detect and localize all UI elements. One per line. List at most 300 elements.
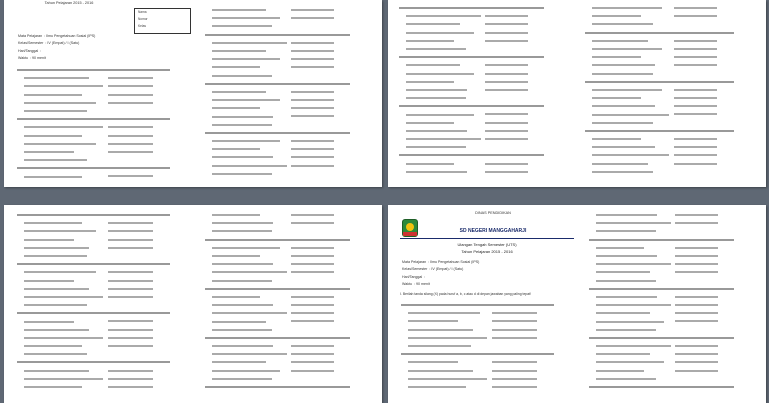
question-line	[204, 162, 374, 170]
text-placeholder	[291, 214, 334, 216]
question-line	[588, 334, 758, 342]
question-column	[204, 6, 374, 178]
text-placeholder	[675, 296, 718, 298]
text-placeholder	[408, 361, 458, 363]
text-placeholder	[291, 165, 334, 167]
text-placeholder	[24, 85, 103, 87]
text-placeholder	[291, 115, 334, 117]
question-line	[588, 252, 758, 260]
text-placeholder	[212, 263, 273, 265]
question-line	[400, 334, 580, 342]
question-line	[588, 260, 758, 268]
question-line	[16, 342, 196, 350]
question-line	[584, 78, 759, 86]
exam-title: Ulangan Tengah Semester (UTS)	[457, 242, 517, 247]
text-placeholder	[596, 247, 644, 249]
text-placeholder	[17, 69, 170, 71]
text-placeholder	[24, 296, 103, 298]
question-line	[400, 309, 580, 317]
question-line	[584, 127, 759, 135]
text-placeholder	[406, 114, 474, 116]
text-placeholder	[212, 222, 273, 224]
question-line	[204, 145, 374, 153]
text-placeholder	[406, 40, 454, 42]
question-line	[588, 309, 758, 317]
text-placeholder	[675, 247, 718, 249]
text-placeholder	[485, 113, 528, 115]
text-placeholder	[674, 105, 718, 107]
question-line	[16, 91, 196, 99]
text-placeholder	[17, 118, 170, 120]
text-placeholder	[592, 15, 641, 17]
question-line	[584, 160, 759, 168]
question-line	[588, 219, 758, 227]
text-placeholder	[17, 167, 170, 169]
text-placeholder	[291, 271, 334, 273]
text-placeholder	[485, 15, 528, 17]
agency-name: DINAS PENDIDIKAN	[475, 211, 511, 215]
text-placeholder	[291, 255, 334, 257]
question-line	[16, 227, 196, 235]
text-placeholder	[675, 271, 718, 273]
text-placeholder	[408, 386, 466, 388]
text-placeholder	[592, 40, 648, 42]
text-placeholder	[24, 135, 82, 137]
text-placeholder	[108, 329, 153, 331]
question-line	[398, 29, 568, 37]
text-placeholder	[291, 66, 334, 68]
text-placeholder	[485, 130, 528, 132]
page-2	[388, 0, 766, 187]
question-line	[398, 45, 568, 53]
question-line	[204, 342, 374, 350]
question-line	[588, 317, 758, 325]
text-placeholder	[212, 99, 280, 101]
text-placeholder	[596, 329, 656, 331]
text-placeholder	[592, 163, 648, 165]
text-placeholder	[675, 320, 718, 322]
instruction: I. Berilah tanda silang (X) pada huruf a, b, c atau d di depan jawaban yang paling tepat!	[400, 292, 532, 296]
question-line	[398, 135, 568, 143]
question-line	[204, 252, 374, 260]
question-line	[16, 277, 196, 285]
question-line	[584, 4, 759, 12]
text-placeholder	[592, 105, 655, 107]
text-placeholder	[585, 130, 734, 132]
text-placeholder	[108, 135, 153, 137]
text-placeholder	[108, 222, 153, 224]
text-placeholder	[589, 288, 734, 290]
text-placeholder	[108, 151, 153, 153]
text-placeholder	[485, 138, 528, 140]
meta-block: Mata Pelajaran : Ilmu Pengetahuan Sosial (IPS) Kelas/Semester : IV (Empat) / I (Satu) Hari/Tanggal : Waktu : 90 menit	[402, 260, 480, 287]
text-placeholder	[291, 50, 334, 52]
question-line	[204, 47, 374, 55]
question-column	[588, 211, 758, 391]
question-line	[584, 151, 759, 159]
text-placeholder	[108, 102, 153, 104]
question-line	[16, 132, 196, 140]
text-placeholder	[212, 312, 287, 314]
question-line	[204, 277, 374, 285]
text-placeholder	[406, 23, 460, 25]
text-placeholder	[212, 345, 273, 347]
text-placeholder	[212, 140, 280, 142]
text-placeholder	[592, 64, 655, 66]
text-placeholder	[24, 176, 82, 178]
text-placeholder	[212, 304, 273, 306]
text-placeholder	[291, 222, 334, 224]
question-line	[588, 285, 758, 293]
question-line	[398, 4, 568, 12]
question-line	[204, 63, 374, 71]
text-placeholder	[212, 25, 272, 27]
text-placeholder	[291, 140, 334, 142]
text-placeholder	[24, 247, 89, 249]
text-placeholder	[674, 97, 718, 99]
question-line	[584, 61, 759, 69]
name-label: Nama	[138, 10, 147, 14]
text-placeholder	[406, 81, 454, 83]
text-placeholder	[24, 110, 87, 112]
question-line	[204, 104, 374, 112]
text-placeholder	[108, 85, 153, 87]
text-placeholder	[674, 48, 718, 50]
text-placeholder	[485, 32, 528, 34]
question-line	[204, 170, 374, 178]
question-line	[204, 285, 374, 293]
text-placeholder	[408, 370, 473, 372]
text-placeholder	[108, 378, 153, 380]
text-placeholder	[589, 386, 734, 388]
question-line	[584, 12, 759, 20]
question-line	[204, 334, 374, 342]
question-line	[588, 367, 758, 375]
question-line	[584, 45, 759, 53]
question-line	[16, 115, 196, 123]
question-line	[204, 309, 374, 317]
text-placeholder	[212, 66, 260, 68]
question-line	[398, 86, 568, 94]
text-placeholder	[675, 353, 718, 355]
question-line	[16, 268, 196, 276]
text-placeholder	[674, 15, 718, 17]
question-line	[16, 334, 196, 342]
text-placeholder	[485, 163, 528, 165]
text-placeholder	[17, 263, 170, 265]
text-placeholder	[675, 345, 718, 347]
question-line	[204, 211, 374, 219]
text-placeholder	[399, 56, 544, 58]
text-placeholder	[674, 138, 718, 140]
text-placeholder	[212, 156, 273, 158]
question-line	[400, 350, 580, 358]
question-line	[204, 153, 374, 161]
text-placeholder	[108, 370, 153, 372]
question-column	[204, 211, 374, 391]
text-placeholder	[406, 73, 474, 75]
text-placeholder	[291, 107, 334, 109]
text-placeholder	[291, 9, 334, 11]
text-placeholder	[24, 143, 96, 145]
exam-school-year: Tahun Pelajaran 2015 - 2016	[461, 249, 513, 254]
text-placeholder	[674, 89, 718, 91]
text-placeholder	[205, 239, 350, 241]
question-line	[398, 168, 568, 176]
text-placeholder	[205, 386, 350, 388]
question-line	[400, 326, 580, 334]
text-placeholder	[674, 113, 718, 115]
question-column	[398, 4, 568, 176]
question-line	[16, 375, 196, 383]
text-placeholder	[399, 105, 544, 107]
text-placeholder	[589, 239, 734, 241]
text-placeholder	[596, 255, 657, 257]
question-line	[204, 129, 374, 137]
text-placeholder	[291, 361, 334, 363]
text-placeholder	[212, 148, 260, 150]
text-placeholder	[212, 280, 272, 282]
question-line	[400, 375, 580, 383]
text-placeholder	[485, 89, 528, 91]
question-line	[588, 301, 758, 309]
text-placeholder	[291, 17, 334, 19]
question-line	[204, 112, 374, 120]
text-placeholder	[212, 107, 260, 109]
question-line	[16, 156, 196, 164]
page-4	[388, 205, 766, 403]
text-placeholder	[212, 58, 280, 60]
text-placeholder	[492, 320, 537, 322]
question-line	[398, 53, 568, 61]
question-line	[204, 137, 374, 145]
text-placeholder	[24, 102, 96, 104]
text-placeholder	[291, 353, 334, 355]
question-line	[204, 375, 374, 383]
text-placeholder	[592, 171, 653, 173]
meta-block: Mata Pelajaran : Ilmu Pengetahuan Sosial (IPS) Kelas/Semester : IV (Empat) / I (Satu) Hari/Tanggal : Waktu : 90 menit	[18, 34, 96, 61]
question-line	[204, 88, 374, 96]
text-placeholder	[406, 89, 467, 91]
text-placeholder	[596, 230, 656, 232]
question-column	[400, 301, 580, 391]
text-placeholder	[492, 378, 537, 380]
question-line	[16, 164, 196, 172]
question-line	[584, 135, 759, 143]
question-line	[400, 383, 580, 391]
text-placeholder	[485, 171, 528, 173]
number-label: Nomor	[138, 17, 148, 21]
text-placeholder	[291, 148, 334, 150]
question-line	[398, 70, 568, 78]
class-label: Kelas	[138, 24, 146, 28]
header-divider	[400, 238, 574, 239]
question-line	[588, 293, 758, 301]
text-placeholder	[212, 165, 287, 167]
question-line	[16, 107, 196, 115]
question-line	[204, 121, 374, 129]
question-line	[398, 151, 568, 159]
text-placeholder	[212, 124, 272, 126]
question-line	[398, 127, 568, 135]
text-placeholder	[485, 81, 528, 83]
question-line	[204, 22, 374, 30]
question-line	[398, 37, 568, 45]
text-placeholder	[212, 42, 287, 44]
text-placeholder	[596, 222, 671, 224]
text-placeholder	[24, 288, 89, 290]
text-placeholder	[108, 175, 153, 177]
text-placeholder	[212, 116, 273, 118]
text-placeholder	[24, 222, 82, 224]
text-placeholder	[24, 280, 74, 282]
text-placeholder	[212, 271, 287, 273]
text-placeholder	[108, 143, 153, 145]
question-line	[204, 244, 374, 252]
question-line	[16, 82, 196, 90]
text-placeholder	[406, 163, 454, 165]
text-placeholder	[596, 271, 650, 273]
text-placeholder	[291, 99, 334, 101]
text-placeholder	[212, 173, 272, 175]
text-placeholder	[291, 42, 334, 44]
text-placeholder	[108, 239, 153, 241]
question-line	[588, 244, 758, 252]
question-line	[584, 20, 759, 28]
text-placeholder	[205, 132, 350, 134]
student-id-box	[134, 8, 191, 34]
text-placeholder	[291, 91, 334, 93]
text-placeholder	[406, 48, 466, 50]
text-placeholder	[596, 378, 656, 380]
question-line	[16, 367, 196, 375]
text-placeholder	[291, 370, 334, 372]
text-placeholder	[585, 32, 734, 34]
text-placeholder	[675, 263, 718, 265]
text-placeholder	[212, 321, 266, 323]
text-placeholder	[212, 75, 272, 77]
question-line	[16, 309, 196, 317]
question-line	[16, 285, 196, 293]
text-placeholder	[108, 320, 153, 322]
text-placeholder	[408, 345, 471, 347]
text-placeholder	[674, 163, 718, 165]
text-placeholder	[408, 329, 473, 331]
question-line	[16, 260, 196, 268]
text-placeholder	[408, 320, 458, 322]
text-placeholder	[291, 58, 334, 60]
text-placeholder	[492, 361, 537, 363]
text-placeholder	[592, 154, 669, 156]
text-placeholder	[596, 361, 664, 363]
text-placeholder	[592, 138, 641, 140]
text-placeholder	[492, 312, 537, 314]
text-placeholder	[485, 73, 528, 75]
text-placeholder	[24, 370, 89, 372]
question-line	[400, 367, 580, 375]
question-line	[398, 160, 568, 168]
question-line	[16, 350, 196, 358]
text-placeholder	[108, 386, 153, 388]
text-placeholder	[212, 91, 266, 93]
text-placeholder	[406, 97, 466, 99]
question-line	[588, 326, 758, 334]
question-line	[588, 236, 758, 244]
text-placeholder	[108, 271, 153, 273]
question-line	[204, 358, 374, 366]
question-line	[16, 383, 196, 391]
text-placeholder	[24, 304, 87, 306]
text-placeholder	[485, 23, 528, 25]
text-placeholder	[108, 94, 153, 96]
text-placeholder	[212, 214, 260, 216]
text-placeholder	[291, 247, 334, 249]
text-placeholder	[24, 159, 87, 161]
text-placeholder	[674, 40, 718, 42]
text-placeholder	[485, 122, 528, 124]
text-placeholder	[212, 296, 260, 298]
text-placeholder	[212, 50, 266, 52]
question-line	[16, 219, 196, 227]
text-placeholder	[24, 230, 96, 232]
text-placeholder	[675, 214, 718, 216]
text-placeholder	[24, 386, 82, 388]
question-column	[584, 4, 759, 176]
question-line	[398, 110, 568, 118]
question-column	[16, 211, 196, 391]
question-line	[588, 277, 758, 285]
text-placeholder	[492, 329, 537, 331]
text-placeholder	[408, 337, 487, 339]
text-placeholder	[24, 378, 103, 380]
text-placeholder	[24, 353, 87, 355]
text-placeholder	[291, 304, 334, 306]
question-line	[204, 350, 374, 358]
text-placeholder	[596, 321, 664, 323]
text-placeholder	[399, 7, 544, 9]
question-line	[584, 143, 759, 151]
text-placeholder	[596, 312, 650, 314]
question-line	[588, 342, 758, 350]
question-line	[16, 66, 196, 74]
text-placeholder	[212, 361, 266, 363]
text-placeholder	[592, 114, 669, 116]
text-placeholder	[291, 156, 334, 158]
text-placeholder	[108, 126, 153, 128]
question-line	[204, 227, 374, 235]
text-placeholder	[212, 255, 260, 257]
question-line	[588, 350, 758, 358]
text-placeholder	[585, 81, 734, 83]
text-placeholder	[205, 83, 350, 85]
text-placeholder	[596, 263, 671, 265]
question-line	[204, 31, 374, 39]
text-placeholder	[24, 271, 96, 273]
text-placeholder	[406, 171, 467, 173]
question-line	[16, 317, 196, 325]
question-line	[400, 301, 580, 309]
question-line	[400, 358, 580, 366]
text-placeholder	[674, 56, 718, 58]
text-placeholder	[291, 345, 334, 347]
text-placeholder	[401, 304, 554, 306]
question-line	[204, 236, 374, 244]
text-placeholder	[17, 312, 170, 314]
question-line	[16, 301, 196, 309]
question-line	[398, 61, 568, 69]
text-placeholder	[406, 122, 454, 124]
text-placeholder	[596, 280, 656, 282]
